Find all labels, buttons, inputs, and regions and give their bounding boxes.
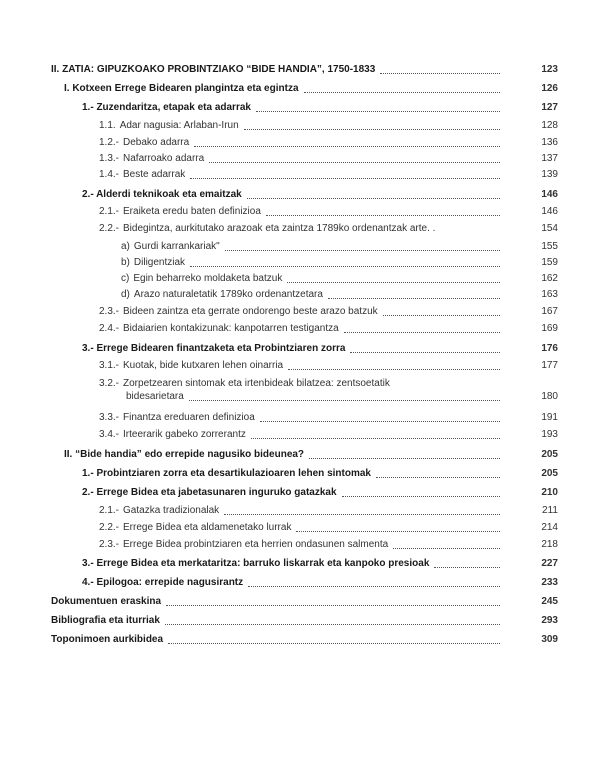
toc-entry-title: Irteerarik gabeko zorrerantz: [123, 429, 246, 440]
toc-page-number: 193: [541, 429, 558, 440]
leader-dots: [244, 121, 500, 130]
toc-entry-subsection[interactable]: [99, 378, 505, 390]
toc-entry-item[interactable]: [121, 241, 558, 253]
leader-dots: [209, 154, 500, 163]
toc-entry-title: Diligentziak: [133, 257, 186, 268]
toc-page-number: 233: [541, 577, 558, 588]
leader-dots: [434, 559, 500, 568]
toc-entry-bibliography[interactable]: [51, 615, 558, 627]
toc-entry-number: 2.3.-: [99, 306, 120, 317]
toc-entry-title: Bibliografia eta iturriak: [51, 615, 160, 626]
toc-entry-title: 4.- Epilogoa: errepide nagusirantz: [82, 577, 244, 588]
toc-entry-number: 2.2.-: [99, 522, 120, 533]
leader-dots: [288, 361, 500, 370]
leader-dots: [190, 170, 500, 179]
toc-entry-subsection[interactable]: [99, 323, 558, 335]
leader-dots: [304, 84, 500, 93]
toc-entry-chapter-ii[interactable]: [64, 449, 558, 461]
toc-page-number: 218: [541, 539, 558, 550]
leader-dots: [380, 65, 500, 74]
toc-entry-number: 1.2.-: [99, 137, 120, 148]
toc-entry-item[interactable]: [121, 273, 558, 285]
toc-entry-section[interactable]: [82, 189, 558, 201]
toc-entry-title: Dokumentuen eraskina: [51, 596, 162, 607]
toc-entry-title: 1.- Probintziaren zorra eta desartikulazioaren lehen sintomak: [82, 468, 371, 479]
toc-entry-title: 3.- Errege Bidea eta merkataritza: barruko liskarrak eta kanpoko presioak: [82, 558, 430, 569]
toc-page-number: 162: [541, 273, 558, 284]
toc-entry-title: Nafarroako adarra: [123, 153, 205, 164]
toc-entry-continuation[interactable]: [126, 391, 558, 403]
toc-entry-number: b): [121, 257, 130, 268]
toc-page-number: 167: [541, 306, 558, 317]
leader-dots: [383, 307, 500, 316]
toc-page-number: 127: [541, 102, 558, 113]
leader-dots: [168, 635, 500, 644]
toc-entry-number: 3.1.-: [99, 360, 120, 371]
toc-entry-item[interactable]: [121, 257, 558, 269]
toc-entry-subsection[interactable]: [99, 429, 558, 441]
leader-dots: [260, 413, 500, 422]
toc-entry-number: 1.1.: [99, 120, 116, 131]
toc-page-number: 146: [541, 206, 558, 217]
toc-page-number: 159: [541, 257, 558, 268]
toc-entry-number: c): [121, 273, 130, 284]
toc-entry-subsection[interactable]: [99, 306, 558, 318]
toc-entry-subsection[interactable]: [99, 505, 558, 517]
toc-entry-subsection[interactable]: [99, 522, 558, 534]
leader-dots: [166, 597, 500, 606]
toc-entry-subsection[interactable]: [99, 223, 558, 235]
leader-dots: [248, 578, 500, 587]
leader-dots: [393, 540, 500, 549]
toc-page-number: 139: [541, 169, 558, 180]
toc-entry-subsection[interactable]: [99, 120, 558, 132]
leader-dots: [342, 488, 500, 497]
toc-entry-title: 2.- Alderdi teknikoak eta emaitzak: [82, 189, 242, 200]
toc-entry-title: Errege Bidea eta aldamenetako lurrak: [123, 522, 292, 533]
toc-entry-number: d): [121, 289, 130, 300]
toc-page-number: 163: [541, 289, 558, 300]
toc-entry-chapter-i[interactable]: [64, 83, 558, 95]
toc-page-number: 146: [541, 189, 558, 200]
leader-dots: [251, 430, 500, 439]
toc-entry-title: Egin beharreko moldaketa batzuk: [133, 273, 283, 284]
toc-entry-number: a): [121, 241, 130, 252]
toc-entry-title: Gurdi karrankariak": [133, 241, 220, 252]
toc-entry-section[interactable]: [82, 102, 558, 114]
toc-page-number: 136: [541, 137, 558, 148]
toc-page-number: 245: [541, 596, 558, 607]
leader-dots: [296, 523, 500, 532]
toc-entry-subsection[interactable]: [99, 153, 558, 165]
toc-entry-subsection[interactable]: [99, 169, 558, 181]
leader-dots: [350, 344, 500, 353]
toc-entry-part-ii[interactable]: [51, 64, 558, 76]
toc-entry-number: 2.1.-: [99, 206, 120, 217]
toc-entry-title: Bideen zaintza eta gerrate ondorengo beste arazo batzuk: [123, 306, 378, 317]
toc-entry-section[interactable]: [82, 577, 558, 589]
toc-page-number: 191: [541, 412, 558, 423]
leader-dots: [165, 616, 500, 625]
leader-dots: [194, 138, 500, 147]
toc-entry-number: 2.1.-: [99, 505, 120, 516]
toc-entry-section[interactable]: [82, 487, 558, 499]
leader-dots: [225, 242, 500, 251]
toc-page-number: 137: [541, 153, 558, 164]
toc-page-number: 155: [541, 241, 558, 252]
toc-entry-title: Kuotak, bide kutxaren lehen oinarria: [123, 360, 284, 371]
toc-entry-title: 3.- Errege Bidearen finantzaketa eta Probintziaren zorra: [82, 343, 346, 354]
toc-page-number: 126: [541, 83, 558, 94]
toc-entry-title: Eraiketa eredu baten definizioa: [123, 206, 261, 217]
toc-entry-title: bidesarietara: [126, 391, 184, 402]
toc-page-number: 169: [541, 323, 558, 334]
toc-page-number: 205: [541, 449, 558, 460]
toc-entry-title: Bidegintza, aurkitutako arazoak eta zaintza 1789ko ordenantzak arte. .: [123, 223, 436, 234]
toc-entry-title: Zorpetzearen sintomak eta irtenbideak bilatzea: zentsoetatik: [123, 378, 390, 389]
toc-page-number: 205: [541, 468, 558, 479]
toc-entry-section[interactable]: [82, 343, 558, 355]
toc-entry-title: I. Kotxeen Errege Bidearen plangintza eta egintza: [64, 83, 299, 94]
toc-page-number: 309: [541, 634, 558, 645]
toc-entry-title: Debako adarra: [123, 137, 190, 148]
toc-entry-item[interactable]: [121, 289, 558, 301]
leader-dots: [309, 450, 500, 459]
toc-entry-title: Beste adarrak: [123, 169, 186, 180]
toc-entry-subsection[interactable]: [99, 137, 558, 149]
leader-dots: [344, 324, 500, 333]
leader-dots: [328, 290, 500, 299]
toc-entry-number: 3.3.-: [99, 412, 120, 423]
toc-entry-appendix[interactable]: [51, 596, 558, 608]
toc-page-number: 154: [541, 223, 558, 234]
toc-entry-number: 2.2.-: [99, 223, 120, 234]
toc-page-number: 176: [541, 343, 558, 354]
toc-entry-subsection[interactable]: [99, 539, 558, 551]
toc-entry-number: 1.3.-: [99, 153, 120, 164]
toc-entry-title: Toponimoen aurkibidea: [51, 634, 164, 645]
leader-dots: [189, 392, 500, 401]
toc-page-number: 227: [541, 558, 558, 569]
toc-page-number: 211: [542, 505, 558, 516]
leader-dots: [266, 207, 500, 216]
toc-entry-number: 1.4.-: [99, 169, 120, 180]
toc-entry-title: Gatazka tradizionalak: [123, 505, 220, 516]
leader-dots: [256, 103, 500, 112]
toc-entry-title: 1.- Zuzendaritza, etapak eta adarrak: [82, 102, 251, 113]
toc-page-number: 123: [541, 64, 558, 75]
leader-dots: [287, 274, 500, 283]
leader-dots: [247, 190, 500, 199]
toc-entry-title: 2.- Errege Bidea eta jabetasunaren inguruko gatazkak: [82, 487, 337, 498]
toc-entry-subsection[interactable]: [99, 360, 558, 372]
toc-page-number: 293: [541, 615, 558, 626]
toc-entry-title: II. ZATIA: GIPUZKOAKO PROBINTZIAKO “BIDE HANDIA”, 1750-1833: [51, 64, 376, 75]
toc-entry-section[interactable]: [82, 558, 558, 570]
leader-dots: [190, 258, 500, 267]
toc-entry-title: Finantza ereduaren definizioa: [123, 412, 255, 423]
toc-page-number: 214: [541, 522, 558, 533]
toc-entry-title: II. “Bide handia” edo errepide nagusiko bideunea?: [64, 449, 305, 460]
toc-entry-title: Bidaiarien kontakizunak: kanpotarren testigantza: [123, 323, 339, 334]
toc-page-number: 210: [541, 487, 558, 498]
toc-entry-number: 2.4.-: [99, 323, 120, 334]
leader-dots: [376, 469, 500, 478]
toc-entry-number: 3.2.-: [99, 378, 120, 389]
toc-entry-title: Adar nagusia: Arlaban-Irun: [119, 120, 239, 131]
toc-entry-subsection[interactable]: [99, 412, 558, 424]
toc-entry-subsection[interactable]: [99, 206, 558, 218]
toc-page-number: 128: [541, 120, 558, 131]
toc-entry-index[interactable]: [51, 634, 558, 646]
toc-page-number: 177: [541, 360, 558, 371]
toc-entry-title: Errege Bidea probintziaren eta herrien ondasunen salmenta: [123, 539, 389, 550]
leader-dots: [224, 506, 500, 515]
toc-page-number: 180: [541, 391, 558, 402]
toc-entry-number: 2.3.-: [99, 539, 120, 550]
toc-entry-section[interactable]: [82, 468, 558, 480]
toc-entry-title: Arazo naturaletatik 1789ko ordenantzetara: [133, 289, 323, 300]
toc-entry-number: 3.4.-: [99, 429, 120, 440]
